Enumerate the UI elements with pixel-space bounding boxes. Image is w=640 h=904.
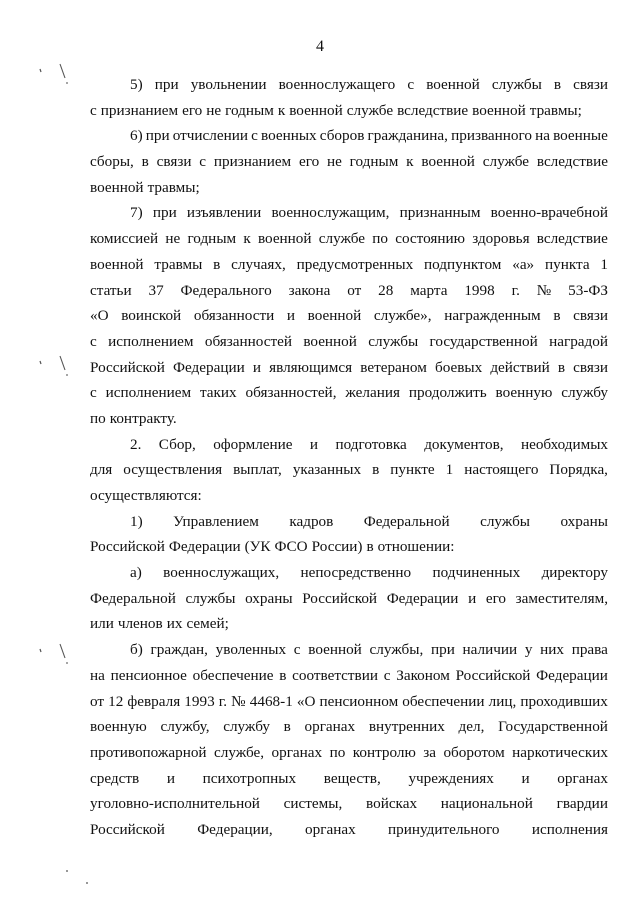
word: годным [187, 230, 237, 248]
word: 1) [130, 512, 143, 530]
word: 53-ФЗ [568, 281, 608, 299]
text-line [90, 637, 608, 663]
word: военной [90, 255, 144, 273]
word: связи [156, 153, 192, 171]
word: контролю [352, 743, 416, 761]
word: обеспечение [192, 666, 274, 684]
word: (УК [244, 538, 271, 556]
word: «О [90, 307, 109, 325]
word: проходивших [520, 692, 608, 710]
word: Российской [90, 820, 165, 838]
word: военной [472, 101, 526, 119]
word: «О [296, 692, 316, 710]
word: 12 [108, 692, 124, 710]
word: военную [90, 718, 147, 736]
word: исполнением [108, 332, 194, 350]
word: военную [495, 384, 553, 402]
word: 5) [130, 76, 143, 93]
word: принудительного [388, 820, 500, 838]
word: с [90, 332, 97, 350]
word: продолжить [408, 384, 487, 402]
word: необходимых [520, 435, 608, 453]
text-line [90, 432, 608, 458]
word: связи [573, 76, 608, 93]
scan-speck [86, 882, 88, 884]
word: военной [90, 178, 144, 196]
text-line [90, 483, 608, 509]
word: б) [130, 641, 143, 659]
text-line [90, 329, 608, 355]
word: лиц, [488, 692, 517, 710]
word: случаях, [231, 255, 286, 273]
text-line [90, 175, 608, 201]
text-line [90, 200, 608, 226]
word: гражданина, [367, 127, 448, 145]
word: органах [557, 769, 608, 787]
word: не [326, 153, 342, 171]
word: военной [421, 153, 475, 171]
word: указанных [292, 461, 362, 479]
word: органах [271, 743, 323, 761]
word: семей; [186, 615, 229, 633]
word: в [553, 307, 561, 325]
word: 1 [600, 255, 608, 273]
word: дел, [458, 718, 485, 736]
word: у [524, 641, 533, 659]
word: 28 [378, 281, 394, 299]
word: военных [261, 127, 317, 145]
word: пенсионном [319, 692, 399, 710]
word: подчиненных [432, 564, 521, 582]
word: осуществления [123, 461, 223, 479]
text-line [90, 98, 608, 124]
word: средств [90, 769, 140, 787]
word: соответствии [292, 666, 378, 684]
word: 4468-1 [249, 692, 293, 710]
word: в [553, 76, 562, 93]
word: желания [345, 384, 400, 402]
word: 37 [148, 281, 164, 299]
word: Федерации [386, 589, 459, 607]
word: службе [318, 230, 366, 248]
word: и [521, 769, 530, 787]
word: службу [223, 718, 270, 736]
word: или [90, 615, 114, 633]
word: вследствие [397, 101, 469, 119]
word: с [293, 641, 301, 659]
word: 1998 [464, 281, 495, 299]
word: выплат, [233, 461, 282, 479]
word: не [206, 101, 222, 119]
word: пункта [544, 255, 590, 273]
word: изъявлении [186, 204, 262, 222]
word: военной [303, 332, 357, 350]
word: подпунктом [424, 255, 502, 273]
word: заместителям, [515, 589, 608, 607]
word: марта [410, 281, 448, 299]
word: Российской [302, 589, 378, 607]
word: призванного [451, 127, 532, 145]
word: к [243, 230, 251, 248]
word: на [90, 666, 105, 684]
word: службе, [214, 743, 265, 761]
word: по [329, 743, 346, 761]
text-line [90, 72, 608, 98]
word: действий [490, 358, 550, 376]
text-line [90, 740, 608, 766]
word: них [540, 641, 564, 659]
scan-speck [66, 870, 68, 872]
word: в [557, 358, 566, 376]
word: уволенных [215, 641, 287, 659]
word: военной [426, 76, 480, 93]
word: настоящего [464, 461, 539, 479]
text-line [90, 663, 608, 689]
text-line [90, 560, 608, 586]
word: 6) [130, 127, 143, 145]
word: военные [553, 127, 608, 145]
word: и [286, 307, 296, 325]
word: боевых [434, 358, 483, 376]
word: травмы; [529, 101, 582, 119]
word: от [347, 281, 362, 299]
word: обязанностей, [245, 384, 337, 402]
word: комиссией [90, 230, 159, 248]
word: при [145, 127, 170, 145]
word: награжденным [444, 307, 541, 325]
text-line [90, 457, 608, 483]
word: № [231, 692, 246, 710]
word: службы [368, 332, 419, 350]
word: признанием [100, 101, 179, 119]
word: наркотических [512, 743, 608, 761]
word: в [279, 666, 287, 684]
text-line [90, 278, 608, 304]
word: вследствие [536, 230, 608, 248]
text-line [90, 611, 608, 637]
word: увольнении [190, 76, 267, 93]
word: в [141, 153, 149, 171]
word: г. [511, 281, 520, 299]
word: 1993 [184, 692, 215, 710]
word: отчислении [172, 127, 249, 145]
word: г. [218, 692, 228, 710]
word: при [430, 641, 455, 659]
hole-punch-mark-bottom [36, 640, 76, 674]
hole-punch-mark-top [36, 60, 76, 94]
word: органах [305, 820, 356, 838]
word: и [468, 589, 477, 607]
word: с [383, 666, 391, 684]
word: гвардии [556, 795, 608, 813]
word: обязанностей [204, 332, 293, 350]
word: осуществляются: [90, 487, 202, 504]
text-line [90, 406, 608, 432]
word: пенсионное [110, 666, 187, 684]
word: с [407, 76, 415, 93]
word: исполнением [105, 384, 192, 402]
word: 2. [130, 435, 142, 453]
word: документов, [424, 435, 504, 453]
text-line [90, 534, 608, 560]
word: оборотом [443, 743, 505, 761]
hole-punch-mark-middle [36, 352, 76, 386]
word: в [283, 718, 291, 736]
word: сборов [319, 127, 365, 145]
word: службы [185, 589, 236, 607]
word: по [372, 230, 388, 248]
word: службу [561, 384, 608, 402]
word: закона [288, 281, 331, 299]
word: при [152, 204, 177, 222]
word: с [90, 384, 97, 402]
word: 1 [445, 461, 454, 479]
word: признанным [399, 204, 481, 222]
text-line [90, 817, 608, 843]
word: охраны [560, 512, 608, 530]
text-line [90, 303, 608, 329]
word: с [90, 101, 97, 119]
word: Законом [396, 666, 450, 684]
word: а) [130, 564, 142, 582]
word: военнослужащих, [163, 564, 280, 582]
word: права [571, 641, 608, 659]
word: признанием [213, 153, 292, 171]
word: Сбор, [158, 435, 196, 453]
word: по [90, 409, 106, 427]
text-line [90, 355, 608, 381]
word: директору [541, 564, 608, 582]
word: военнослужащим, [271, 204, 390, 222]
word: здоровья [472, 230, 530, 248]
word: Федерации [172, 358, 245, 376]
text-line [90, 380, 608, 406]
word: внутренних [368, 718, 445, 736]
word: исполнения [531, 820, 608, 838]
word: к [277, 101, 286, 119]
text-line [90, 226, 608, 252]
word: противопожарной [90, 743, 207, 761]
word: охраны [245, 589, 293, 607]
word: Российской [90, 358, 165, 376]
word: граждан, [150, 641, 208, 659]
word: наличии [462, 641, 518, 659]
word: травмы [154, 255, 203, 273]
word: за [423, 743, 437, 761]
word: службе [346, 101, 394, 119]
word: обеспечении [402, 692, 485, 710]
word: статьи [90, 281, 132, 299]
word: военнослужащего [278, 76, 396, 93]
text-line [90, 766, 608, 792]
word: при [154, 76, 179, 93]
word: и [309, 435, 319, 453]
word: России) [311, 538, 363, 556]
word: подготовка [335, 435, 407, 453]
word: и [166, 769, 175, 787]
word: его [182, 101, 203, 119]
word: предусмотренных [296, 255, 414, 273]
word: и [252, 358, 261, 376]
word: Российской [90, 538, 165, 556]
text-line [90, 791, 608, 817]
document-body [90, 72, 608, 843]
word: службе [482, 153, 530, 171]
word: Федерального [180, 281, 272, 299]
word: службе», [373, 307, 432, 325]
word: с [251, 127, 258, 145]
word: № [536, 281, 552, 299]
word: воинской [121, 307, 182, 325]
text-line [90, 714, 608, 740]
word: веществ, [323, 769, 381, 787]
word: органах [304, 718, 356, 736]
word: таких [199, 384, 237, 402]
word: войсках [366, 795, 418, 813]
word: оформление [213, 435, 293, 453]
word: государственной [429, 332, 538, 350]
word: обязанности [193, 307, 275, 325]
text-line [90, 689, 608, 715]
word: службы, [369, 641, 424, 659]
word: сборы, [90, 153, 134, 171]
word: в [372, 461, 380, 479]
word: пункте [390, 461, 435, 479]
page-number: 4 [316, 38, 324, 55]
word: Федерации [168, 538, 241, 556]
word: непосредственно [300, 564, 412, 582]
word: психотропных [202, 769, 297, 787]
word: Федерации [536, 666, 608, 684]
word: национальной [440, 795, 533, 813]
word: Государственной [498, 718, 608, 736]
word: военной [257, 230, 312, 248]
text-line [90, 123, 608, 149]
word: не [165, 230, 181, 248]
word: «а» [512, 255, 535, 273]
word: службу, [160, 718, 210, 736]
word: с [199, 153, 207, 171]
word: его [485, 589, 507, 607]
word: отношении: [377, 538, 455, 556]
word: в [366, 538, 374, 556]
word: февраля [127, 692, 181, 710]
word: Федеральной [90, 589, 176, 607]
word: в [213, 255, 221, 273]
word: службы [491, 76, 542, 93]
word: являющимся [269, 358, 353, 376]
word: связи [573, 358, 608, 376]
word: Федерации, [197, 820, 273, 838]
word: от [90, 692, 105, 710]
word: военной [289, 101, 343, 119]
word: его [298, 153, 320, 171]
word: военной [307, 307, 362, 325]
word: кадров [289, 512, 334, 530]
word: годным [349, 153, 399, 171]
word: состоянию [395, 230, 466, 248]
word: наградой [549, 332, 608, 350]
word: Порядка, [549, 461, 608, 479]
word: учреждениях [408, 769, 494, 787]
word: военно-врачебной [490, 204, 608, 222]
word: Российской [455, 666, 531, 684]
word: их [166, 615, 183, 633]
word: 7) [130, 204, 143, 222]
word: ветераном [360, 358, 427, 376]
text-line [90, 149, 608, 175]
word: вследствие [536, 153, 608, 171]
word: уголовно-исполнительной [90, 795, 260, 813]
word: службы [480, 512, 531, 530]
word: военной [308, 641, 362, 659]
text-line [90, 252, 608, 278]
word: членов [117, 615, 163, 633]
word: на [535, 127, 550, 145]
word: системы, [283, 795, 343, 813]
word: Федеральной [363, 512, 450, 530]
word: контракту. [109, 409, 177, 427]
text-line [90, 586, 608, 612]
text-line [90, 509, 608, 535]
word: к [406, 153, 414, 171]
word: Управлением [173, 512, 259, 530]
word: годным [225, 101, 274, 119]
word: связи [573, 307, 608, 325]
word: ФСО [274, 538, 308, 556]
word: травмы; [147, 178, 200, 196]
word: для [90, 461, 113, 479]
